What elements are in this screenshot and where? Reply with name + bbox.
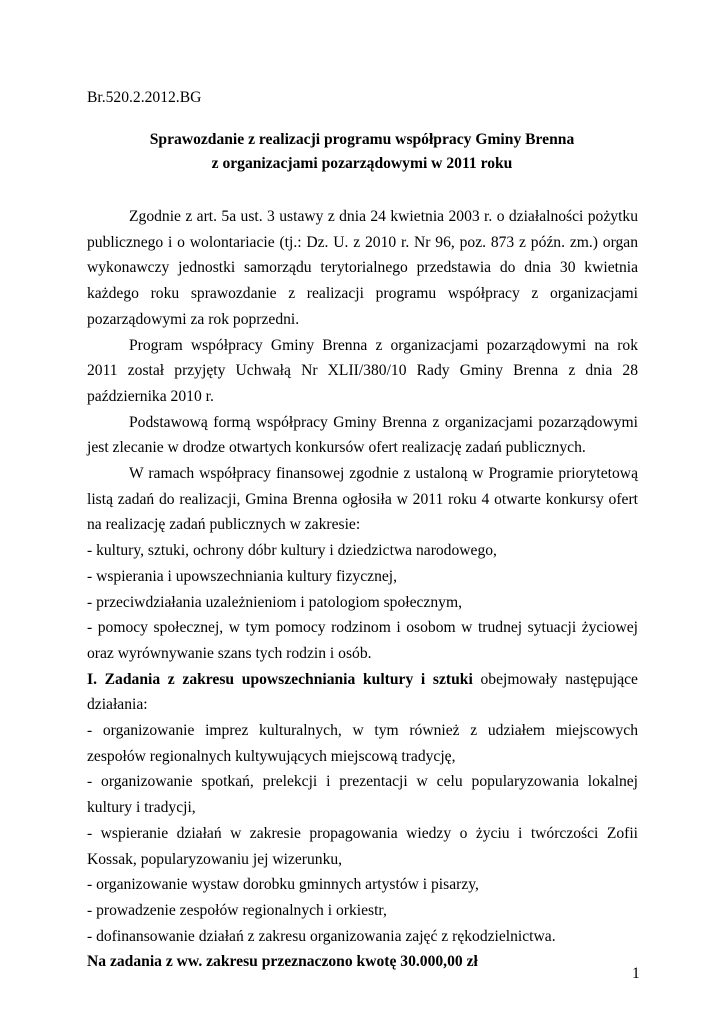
area-item: - kultury, sztuki, ochrony dóbr kultury i dziedzictwa narodowego, bbox=[87, 542, 497, 560]
paragraph-program-adoption: Program współpracy Gminy Brenna z organizacjami pozarządowymi na rok 2011 został przyjęty Uchwałą Nr XLII/380/10 Rady Gminy Brenna z dnia 28 października 2010 r. bbox=[87, 336, 638, 405]
page-number: 1 bbox=[632, 965, 640, 982]
task-item: - organizowanie spotkań, prelekcji i prezentacji w celu popularyzowania lokalnej kultury i tradycji, bbox=[87, 773, 638, 817]
task-item: - organizowanie wystaw dorobku gminnych artystów i pisarzy, bbox=[87, 876, 479, 894]
task-item: - organizowanie imprez kulturalnych, w tym również z udziałem miejscowych zespołów regionalnych kultywujących miejscową tradycję, bbox=[87, 722, 638, 765]
funding-summary: Na zadania z ww. zakresu przeznaczono kwotę 30.000,00 zł bbox=[87, 953, 478, 971]
task-item: - dofinansowanie działań z zakresu organizowania zajęć z rękodzielnictwa. bbox=[87, 927, 556, 945]
area-item: - wspierania i upowszechniania kultury fizycznej, bbox=[87, 567, 398, 585]
section-heading-bold: I. Zadania z zakresu upowszechniania kultury i sztuki bbox=[87, 670, 473, 688]
document-body bbox=[87, 204, 638, 975]
section-heading-rest: obejmowały następujące działania: bbox=[87, 670, 638, 714]
section-heading bbox=[87, 667, 638, 718]
paragraph-cooperation-form: Podstawową formą współpracy Gminy Brenna z organizacjami pozarządowymi jest zlecanie w drodze otwartych konkursów ofert realizację zadań publicznych. bbox=[87, 413, 638, 457]
reference-number: Br.520.2.2012.BG bbox=[87, 89, 202, 106]
task-item: - wspieranie działań w zakresie propagowania wiedzy o życiu i twórczości Zofii Kossak, popularyzowaniu jej wizerunku, bbox=[87, 824, 638, 868]
task-item: - prowadzenie zespołów regionalnych i orkiestr, bbox=[87, 901, 387, 919]
area-item: - przeciwdziałania uzależnieniom i patologiom społecznym, bbox=[87, 593, 462, 611]
document-title-line-2: z organizacjami pozarządowymi w 2011 roku bbox=[211, 155, 513, 172]
area-item: - pomocy społecznej, w tym pomocy rodzinom i osobom w trudnej sytuacji życiowej oraz wyrównywanie szans tych rodzin i osób. bbox=[87, 619, 638, 662]
paragraph-legal-basis: Zgodnie z art. 5a ust. 3 ustawy z dnia 24 kwietnia 2003 r. o działalności pożytku publicznego i o wolontariacie (tj.: Dz. U. z 2010 r. Nr 96, poz. 873 z późn. zm.) organ wykonawczy jednostki samorządu terytorialnego przedstawia do dnia 30 kwietnia każdego roku sprawozdanie z realizacji programu współpracy z organizacjami pozarządowymi za rok poprzedni. bbox=[87, 208, 638, 328]
document-title-line-1: Sprawozdanie z realizacji programu współpracy Gminy Brenna bbox=[149, 131, 575, 148]
paragraph-financial-cooperation: W ramach współpracy finansowej zgodnie z ustaloną w Programie priorytetową listą zadań do realizacji, Gmina Brenna ogłosiła w 2011 roku 4 otwarte konkursy ofert na realizację zadań publicznych w zakresie: bbox=[87, 465, 638, 534]
